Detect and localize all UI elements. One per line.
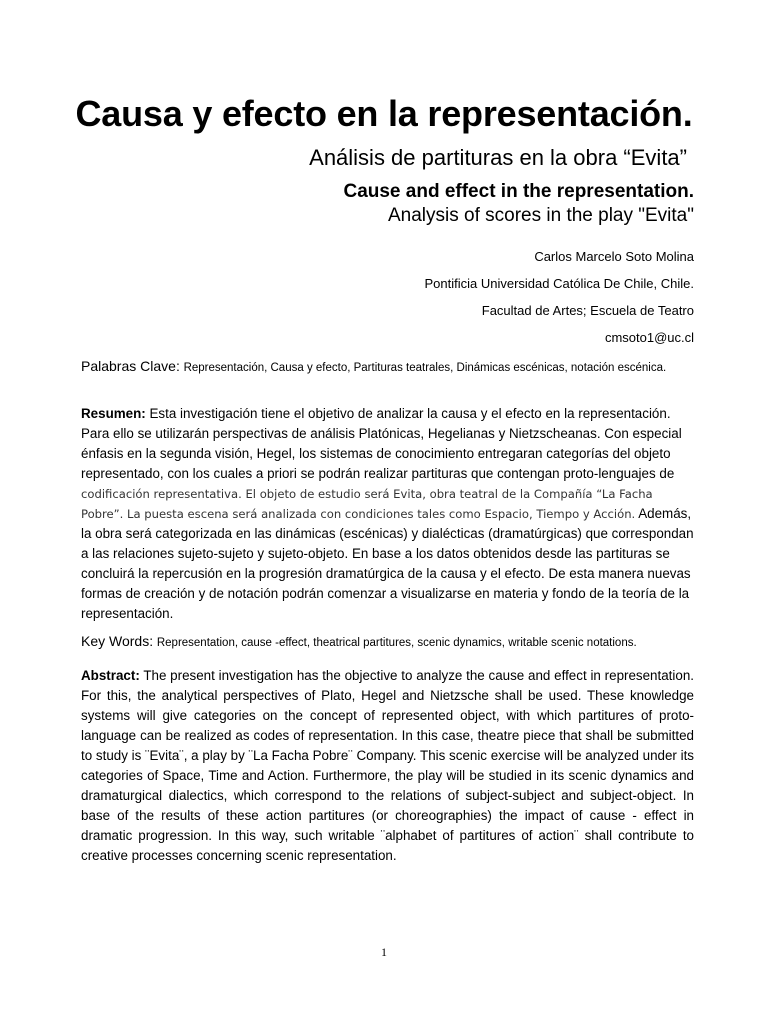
key-words-label: Key Words: — [81, 633, 154, 649]
english-subtitle: Analysis of scores in the play "Evita" — [387, 205, 694, 226]
page-number: 1 — [381, 945, 387, 959]
author-name: Carlos Marcelo Soto Molina — [534, 249, 694, 264]
paper-title: Causa y efecto en la representación. — [75, 93, 693, 134]
paper-subtitle: Análisis de partituras en la obra “Evita” — [309, 145, 687, 170]
palabras-clave-text: Representación, Causa y efecto, Partituras teatrales, Dinámicas escénicas, notación escénica. — [183, 362, 667, 374]
resumen-text-part1: Esta investigación tiene el objetivo de analizar la causa y el efecto en la representación. Para ello se utilizarán perspectivas de análisis Platónicas, Hegelianas y Nietzscheanas. Con especial énfasis en la segunda visión, Hegel, los sistemas de conocimiento entregaran categorías del objeto representado, con los cuales a priori se podrán realizar partituras que contengan proto-lenguajes de — [81, 406, 682, 481]
author-faculty: Facultad de Artes; Escuela de Teatro — [481, 303, 694, 318]
key-words-section — [81, 631, 694, 653]
resumen-text-part3: Además, la obra será categorizada en las dinámicas (escénicas) y dialécticas (dramatúrgicas) que correspondan a las relaciones sujeto-sujeto y sujeto-objeto. En base a los datos obtenidos desde las partituras se concluirá la repercusión en la progresión dramatúrgica de la causa y el efecto. De esta manera nuevas formas de creación y de notación podrán comenzar a visualizarse en materia y fondo de la teoría de la representación. — [81, 506, 694, 621]
abstract-text: The present investigation has the objective to analyze the cause and effect in representation. For this, the analytical perspectives of Plato, Hegel and Nietzsche shall be used. These knowledge systems will give categories on the concept of represented object, with which partitures of proto-language can be realized as codes of representation. In this case, theatre piece that shall be submitted to study is ¨Evita¨, a play by ¨La Facha Pobre¨ Company. This scenic exercise will be analyzed under its categories of Space, Time and Action. Furthermore, the play will be studied in its scenic dynamics and dramaturgical dialectics, which correspond to the relations of subject-subject and subject-object. In base of the results of these action partitures (or choreographies) the impact of cause - effect in dramatic progression. In this way, such writable ¨alphabet of partitures of action¨ shall contribute to creative processes concerning scenic representation. — [81, 668, 694, 863]
author-university: Pontificia Universidad Católica De Chile, Chile. — [424, 276, 694, 291]
abstract-label: Abstract: — [81, 668, 140, 683]
author-email: cmsoto1@uc.cl — [604, 330, 694, 345]
key-words-text: Representation, cause -effect, theatrical partitures, scenic dynamics, writable scenic notations. — [156, 637, 637, 649]
resumen-label: Resumen: — [81, 406, 146, 421]
english-title: Cause and effect in the representation. — [343, 181, 694, 202]
abstract-section — [81, 666, 694, 866]
palabras-clave-section — [81, 357, 694, 378]
resumen-text-part2: codificación representativa. El objeto de estudio será Evita, obra teatral de la Compañía “La Facha Pobre”. La puesta escena será analizada con condiciones tales como Espacio, Tiempo y Acción. — [81, 487, 653, 521]
resumen-section — [81, 404, 694, 624]
palabras-clave-label: Palabras Clave: — [81, 358, 180, 374]
